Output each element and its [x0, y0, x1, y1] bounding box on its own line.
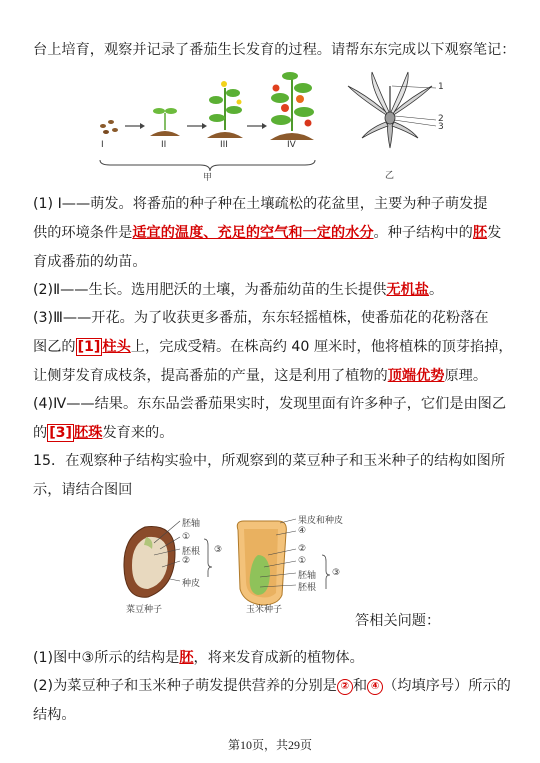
- stage-label-2: II: [161, 140, 167, 150]
- q15-line2: 示，请结合图回: [33, 482, 133, 498]
- stage-label-1: I: [101, 140, 104, 150]
- corn-label-hypocotyl: 胚轴: [298, 571, 317, 581]
- q1-line2: 供的环境条件是适宜的温度、充足的空气和一定的水分。种子结构中的胚发: [33, 225, 502, 241]
- q15-line1: 15．在观察种子结构实验中，所观察到的菜豆种子和玉米种子的结构如图所: [33, 453, 506, 469]
- answer-embryo: 胚: [472, 225, 488, 241]
- corn-label-group-3: ③: [332, 568, 341, 578]
- stage-3-flowering: [207, 81, 243, 138]
- sub1-line: (1)图中③所示的结构是胚，将来发育成新的植物体。: [33, 650, 364, 666]
- seed-structure-illustration: [120, 515, 360, 615]
- answer-embryo-3: 胚: [179, 650, 194, 666]
- q3-line2: 图乙的 [1] 柱头上，完成受精。在株高约 40 厘米时，他将植株的顶芽掐掉，: [33, 339, 513, 355]
- answer-number-3: [3]: [49, 425, 73, 441]
- figure-tomato-growth: [95, 68, 455, 183]
- figure-label-yi: 乙: [385, 171, 395, 181]
- corn-label-radicle: 胚根: [298, 583, 317, 593]
- stage-label-3: III: [220, 140, 228, 150]
- answer-apical-dominance: 顶端优势: [387, 368, 445, 384]
- answer-ovule: 胚珠: [74, 425, 103, 441]
- stage-1-seeds: [100, 120, 118, 134]
- intro-text: 台上培育，观察并记录了番茄生长发育的过程。请帮东东完成以下观察笔记：: [33, 42, 516, 58]
- flower-part-2: 2: [438, 114, 444, 124]
- flower-part-3: 3: [438, 122, 444, 132]
- stage-2-sprout: [150, 108, 180, 136]
- q4-line2: 的 [3] 胚珠发育来的。: [33, 425, 174, 441]
- corn-label-1: ①: [298, 556, 307, 566]
- q3-line1: (3)Ⅲ——开花。为了收获更多番茄，东东轻摇植株，使番茄花的花粉落在: [33, 310, 489, 326]
- bean-label-group-3: ③: [214, 545, 223, 555]
- corn-caption: 玉米种子: [246, 605, 283, 615]
- q1-line1: (1) Ⅰ——萌发。将番茄的种子种在土壤疏松的花盆里，主要为种子萌发提: [33, 196, 488, 212]
- q3-line3: 让侧芽发育成枝条，提高番茄的产量，这是利用了植物的顶端优势原理。: [33, 368, 488, 384]
- growth-stages-illustration: [95, 68, 455, 183]
- page-footer: 第10页，共29页: [227, 738, 312, 752]
- bean-label-seed-coat: 种皮: [182, 579, 201, 589]
- answer-circle-4: ④: [367, 679, 383, 695]
- bean-label-radicle: 胚根: [182, 547, 201, 557]
- bean-label-hypocotyl: 胚轴: [182, 519, 201, 529]
- stage-4-fruiting: [270, 72, 314, 140]
- answer-stigma: 柱头: [102, 339, 131, 355]
- bean-label-1: ①: [182, 532, 191, 542]
- answer-seed-conditions: 适宜的温度、充足的空气和一定的水分: [132, 225, 374, 241]
- answer-number-1: [1]: [77, 339, 101, 355]
- bean-label-2: ②: [182, 556, 191, 566]
- corn-label-pericarp: 果皮和种皮: [298, 516, 344, 526]
- corn-seed-drawing: [237, 519, 330, 605]
- q15-line2-cont: 答相关问题：: [355, 613, 441, 629]
- answer-minerals: 无机盐: [386, 282, 429, 298]
- sub2-line2: 结构。: [33, 707, 76, 723]
- sub2-line1: (2)为菜豆种子和玉米种子萌发提供营养的分别是 ② 和 ④ （均填序号）所示的: [33, 678, 511, 694]
- q2-line: (2)Ⅱ——生长。选用肥沃的土壤，为番茄幼苗的生长提供无机盐。: [33, 282, 444, 298]
- figure-label-jia: 甲: [203, 173, 213, 183]
- bean-caption: 菜豆种子: [126, 605, 163, 615]
- q1-line3: 育成番茄的幼苗。: [33, 254, 147, 270]
- answer-circle-2: ②: [337, 679, 353, 695]
- figure-seeds: [120, 515, 360, 615]
- flower-part-1: 1: [438, 82, 444, 92]
- corn-label-2: ②: [298, 544, 307, 554]
- flower-diagram: [348, 72, 436, 148]
- q4-line1: (4)Ⅳ——结果。东东品尝番茄果实时，发现里面有许多种子，它们是由图乙: [33, 396, 507, 412]
- stage-label-4: IV: [287, 140, 296, 150]
- corn-label-4: ④: [298, 526, 307, 536]
